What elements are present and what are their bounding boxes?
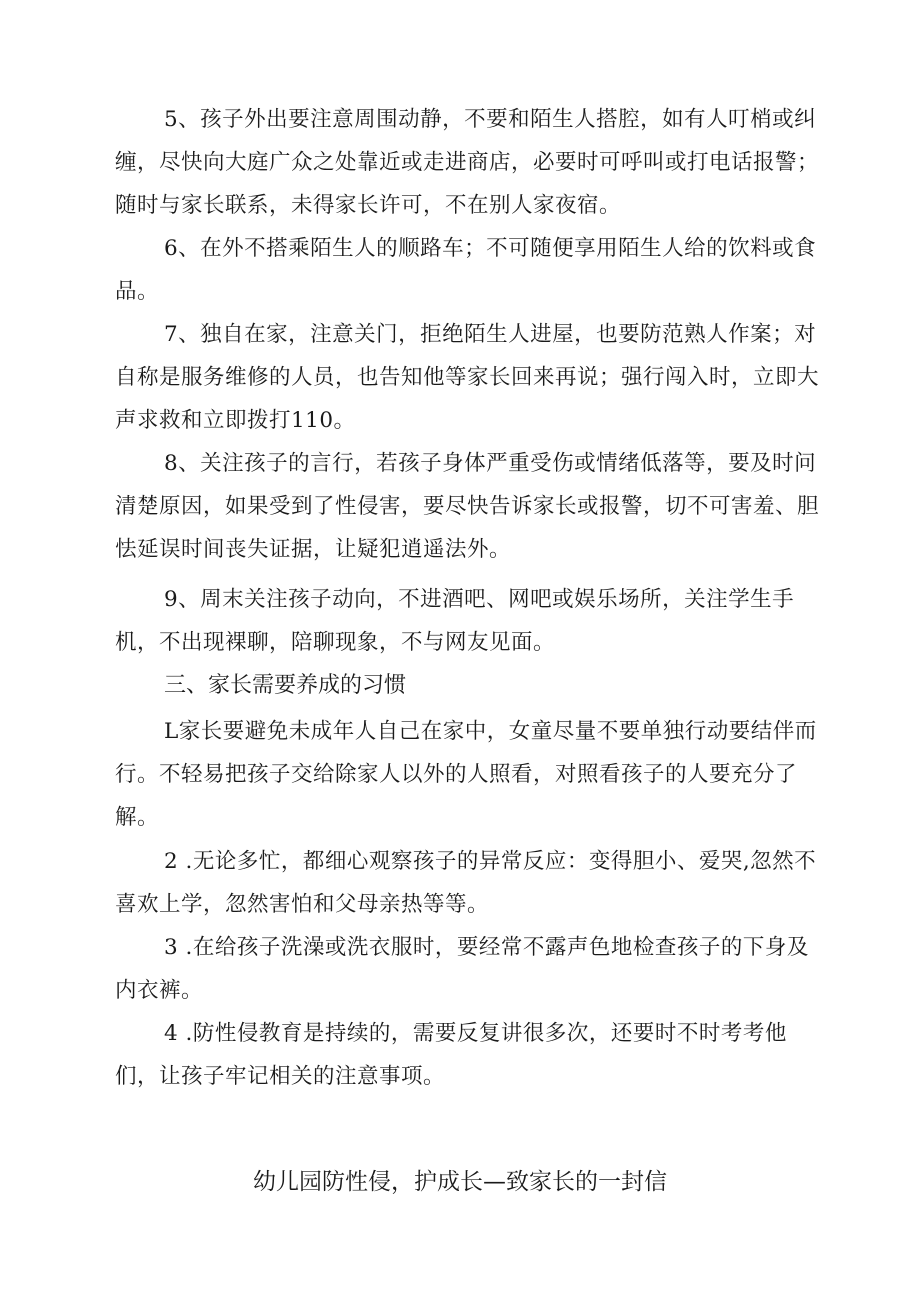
item-6-paragraph: 6、在外不搭乘陌生人的顺路车；不可随便享用陌生人给的饮料或食品。 [115, 236, 817, 304]
section-3-item-2: 2 .无论多忙，都细心观察孩子的异常反应：变得胆小、爱哭,忽然不喜欢上学，忽然害怕和父母亲热等等。 [115, 849, 817, 917]
item-9-paragraph: 9、周末关注孩子动向，不进酒吧、网吧或娱乐场所，关注学生手机，不出现裸聊，陪聊现象，不与网友见面。 [115, 587, 795, 655]
next-document-title: 幼儿园防性侵，护成长—致家长的一封信 [253, 1169, 667, 1195]
section-3-item-3: 3 .在给孩子洗澡或洗衣服时，要经常不露声色地检查孩子的下身及内衣裤。 [115, 935, 809, 1003]
item-8-paragraph: 8、关注孩子的言行，若孩子身体严重受伤或情绪低落等，要及时问清楚原因，如果受到了性侵害，要尽快告诉家长或报警，切不可害羞、胆怯延误时间丧失证据，让疑犯逍遥法外。 [115, 451, 820, 562]
item-5-paragraph: 5、孩子外出要注意周围动静，不要和陌生人搭腔，如有人叮梢或纠缠，尽快向大庭广众之处靠近或走进商店，必要时可呼叫或打电话报警；随时与家长联系，未得家长许可，不在别人家夜宿。 [115, 107, 820, 218]
section-3-item-4: 4 .防性侵教育是持续的，需要反复讲很多次，还要时不时考考他们，让孩子牢记相关的注意事项。 [115, 1021, 787, 1089]
section-3-item-1: L家长要避免未成年人自己在家中，女童尽量不要单独行动要结伴而行。不轻易把孩子交给除家人以外的人照看，对照看孩子的人要充分了解。 [115, 719, 817, 830]
section-3-heading: 三、家长需要养成的习惯 [164, 673, 407, 698]
item-7-paragraph: 7、独自在家，注意关门，拒绝陌生人进屋，也要防范熟人作案；对自称是服务维修的人员，也告知他等家长回来再说；强行闯入时，立即大声求救和立即拨打110。 [115, 322, 820, 433]
